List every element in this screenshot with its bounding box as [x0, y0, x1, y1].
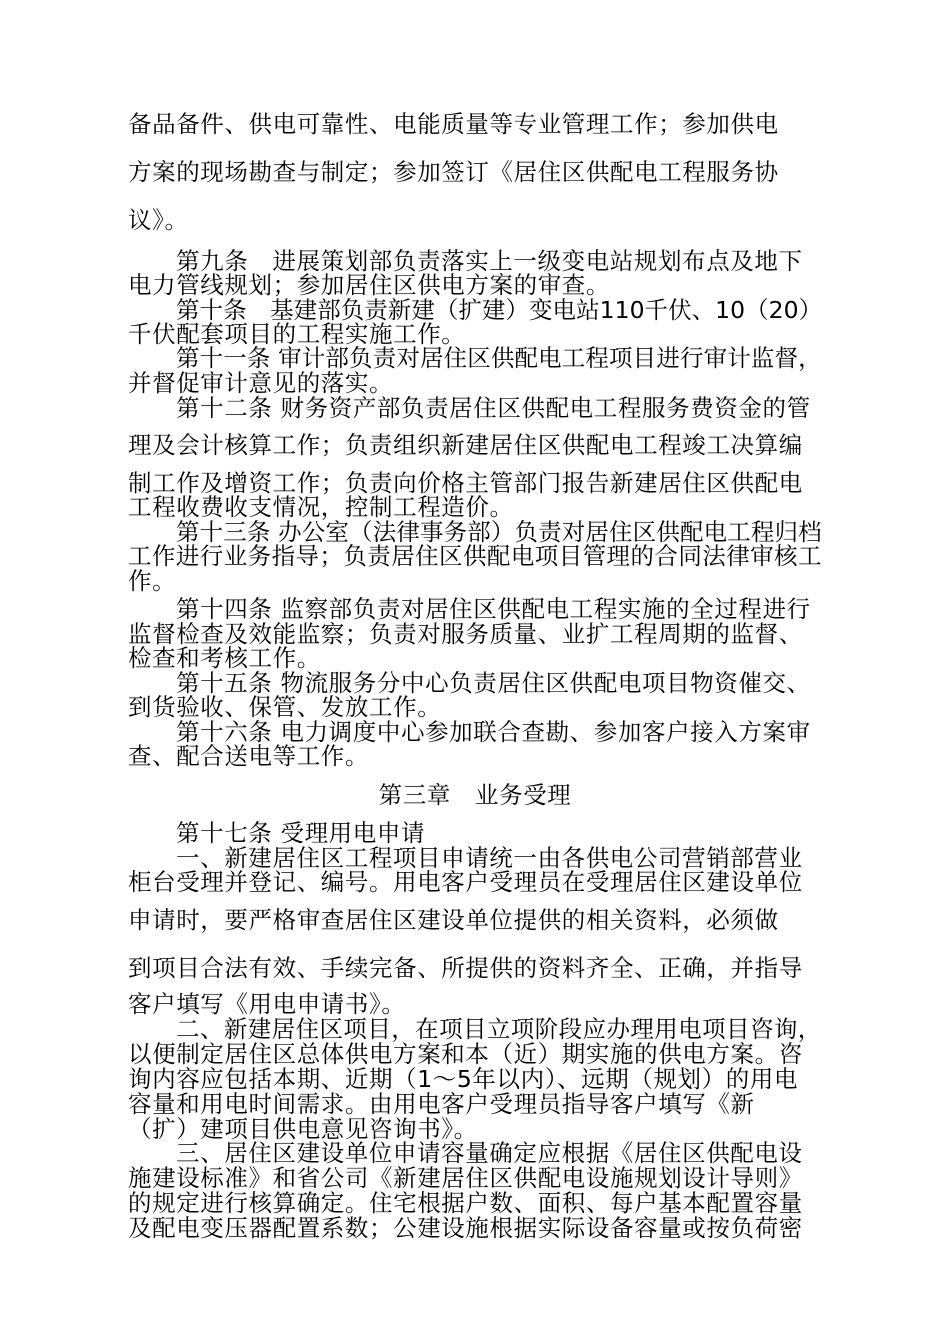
text-line: （扩）建项目供电意见咨询书》。 [128, 1115, 478, 1143]
text-line: 电力管线规划；参加居住区供电方案的审查。 [128, 271, 610, 299]
text-line: 的规定进行核算确定。住宅根据户数、面积、每户基本配置容量 [128, 1189, 803, 1217]
text-line: 到项目合法有效、手续完备、所提供的资料齐全、正确，并指导 [128, 954, 803, 982]
paragraph-article-9: 第九条 进展策划部负责落实上一级变电站规划布点及地下 [176, 247, 803, 275]
text-line: 制工作及增资工作；负责向价格主管部门报告新建居住区供配电 [128, 469, 803, 497]
text-line: 柜台受理并登记、编号。用电客户受理员在受理居住区建设单位 [128, 868, 803, 896]
paragraph-item-1: 一、新建居住区工程项目申请统一由各供电公司营销部营业 [176, 844, 803, 872]
text-line: 备品备件、供电可靠性、电能质量等专业管理工作；参加供电 [128, 110, 779, 138]
text-line: 施建设标准》和省公司《新建居住区供配电设施规划设计导则》 [128, 1164, 803, 1192]
paragraph-article-12: 第十二条 财务资产部负责居住区供配电工程服务费资金的管 [176, 394, 811, 422]
text-line: 询内容应包括本期、近期（1～5年以内）、远期（规划）的用电 [128, 1065, 799, 1093]
text-line: 以便制定居住区总体供电方案和本（近）期实施的供电方案。咨 [128, 1040, 803, 1068]
text-line: 并督促审计意见的落实。 [128, 369, 394, 397]
text-line: 到货验收、保管、发放工作。 [128, 693, 442, 721]
paragraph-article-13: 第十三条 办公室（法律事务部）负责对居住区供配电工程归档 [176, 518, 822, 546]
paragraph-article-16: 第十六条 电力调度中心参加联合查勘、参加客户接入方案审 [176, 718, 811, 746]
text-line: 检查和考核工作。 [128, 644, 321, 672]
chapter-heading: 第三章 业务受理 [378, 781, 572, 809]
text-line: 申请时，要严格审查居住区建设单位提供的相关资料，必须做 [128, 906, 779, 934]
text-line: 作。 [128, 567, 177, 595]
paragraph-item-3: 三、居住区建设单位申请容量确定应根据《居住区供配电设 [176, 1139, 803, 1167]
text-line: 理及会计核算工作；负责组织新建居住区供配电工程竣工决算编 [128, 431, 803, 459]
text-line: 千伏配套项目的工程实施工作。 [128, 320, 466, 348]
text-line: 监督检查及效能监察；负责对服务质量、业扩工程周期的监督、 [128, 620, 803, 648]
paragraph-article-14: 第十四条 监察部负责对居住区供配电工程实施的全过程进行 [176, 595, 811, 623]
text-line: 工作进行业务指导；负责居住区供配电项目管理的合同法律审核工 [128, 542, 822, 570]
text-line: 客户填写《用电申请书》。 [128, 990, 406, 1018]
text-line: 查、配合送电等工作。 [128, 742, 369, 770]
text-line: 工程收费收支情况，控制工程造价。 [128, 493, 514, 521]
paragraph-article-15: 第十五条 物流服务分中心负责居住区供配电项目物资催交、 [176, 669, 811, 697]
text-line: 及配电变压器配置系数；公建设施根据实际设备容量或按负荷密 [128, 1214, 803, 1242]
text-line: 容量和用电时间需求。由用电客户受理员指导客户填写《新 [128, 1090, 755, 1118]
paragraph-item-2: 二、新建居住区项目，在项目立项阶段应办理用电项目咨询， [176, 1015, 822, 1043]
paragraph-article-17: 第十七条 受理用电申请 [176, 819, 426, 847]
paragraph-article-11: 第十一条 审计部负责对居住区供配电工程项目进行审计监督， [176, 344, 822, 372]
text-line: 方案的现场勘查与制定；参加签订《居住区供配电工程服务协 [128, 158, 779, 186]
paragraph-article-10: 第十条 基建部负责新建（扩建）变电站110千伏、10（20） [176, 296, 823, 324]
text-line: 议》。 [128, 206, 189, 234]
